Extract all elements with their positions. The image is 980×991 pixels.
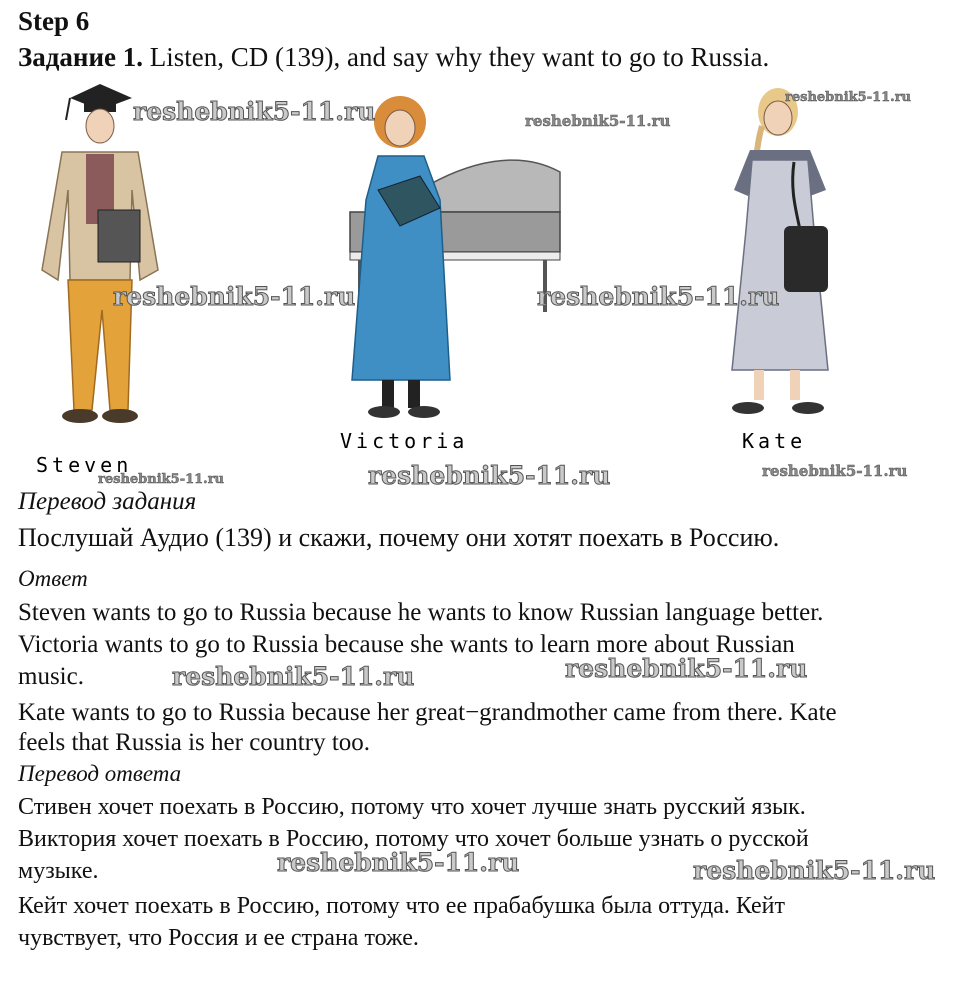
caption-victoria: Victoria bbox=[340, 429, 469, 453]
watermark: reshebnik5-11.ru bbox=[98, 472, 225, 487]
task-text: Listen, CD (139), and say why they want to go to Russia. bbox=[149, 42, 770, 72]
watermark: reshebnik5-11.ru bbox=[277, 848, 520, 877]
task-translation-heading: Перевод задания bbox=[18, 488, 197, 515]
answer-line: Kate wants to go to Russia because her great−grandmother came from there. Kate bbox=[18, 699, 837, 726]
answer-line: music. bbox=[18, 663, 84, 690]
answer-translation-line: Виктория хочет поехать в Россию, потому что хочет больше узнать о русской bbox=[18, 826, 809, 852]
watermark: reshebnik5-11.ru bbox=[762, 462, 908, 480]
steven-figure bbox=[42, 84, 158, 423]
task-line bbox=[18, 42, 769, 73]
watermark: reshebnik5-11.ru bbox=[565, 654, 808, 683]
answer-translation-line: музыке. bbox=[18, 858, 99, 884]
kate-figure bbox=[732, 88, 828, 414]
answer-translation-line: Кейт хочет поехать в Россию, потому что ее прабабушка была оттуда. Кейт bbox=[18, 893, 785, 919]
answer-line: feels that Russia is her country too. bbox=[18, 729, 371, 756]
step-title: Step 6 bbox=[18, 6, 90, 36]
watermark: reshebnik5-11.ru bbox=[368, 461, 611, 490]
answer-translation-heading: Перевод ответа bbox=[18, 761, 182, 786]
watermark: reshebnik5-11.ru bbox=[172, 662, 415, 691]
watermark: reshebnik5-11.ru bbox=[525, 112, 671, 130]
answer-line: Victoria wants to go to Russia because she wants to learn more about Russian bbox=[18, 631, 795, 658]
answer-translation-line: чувствует, что Россия и ее страна тоже. bbox=[18, 925, 419, 951]
watermark: reshebnik5-11.ru bbox=[113, 282, 356, 311]
watermark: reshebnik5-11.ru bbox=[785, 90, 912, 105]
caption-kate: Kate bbox=[742, 429, 807, 453]
answer-heading: Ответ bbox=[18, 566, 88, 591]
task-translation-text: Послушай Аудио (139) и скажи, почему они хотят поехать в Россию. bbox=[18, 523, 780, 552]
watermark: reshebnik5-11.ru bbox=[537, 282, 780, 311]
answer-translation-line: Стивен хочет поехать в Россию, потому что хочет лучше знать русский язык. bbox=[18, 794, 806, 820]
watermark: reshebnik5-11.ru bbox=[133, 97, 376, 126]
task-label: Задание 1. bbox=[18, 42, 144, 72]
answer-line: Steven wants to go to Russia because he wants to know Russian language better. bbox=[18, 599, 824, 626]
victoria-figure bbox=[350, 96, 560, 418]
watermark: reshebnik5-11.ru bbox=[693, 856, 936, 885]
caption-steven: Steven bbox=[36, 453, 133, 477]
